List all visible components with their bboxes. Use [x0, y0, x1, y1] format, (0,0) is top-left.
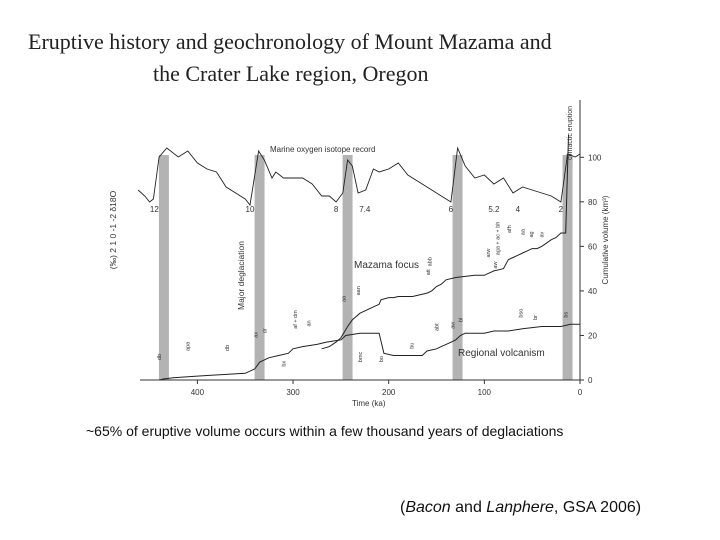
- unit-label-11: bo: [379, 356, 385, 363]
- unit-label-25: aa: [520, 229, 527, 236]
- unit-label-13: abt: [434, 323, 441, 331]
- isotope-record-label: Marine oxygen isotope record: [270, 145, 376, 154]
- climactic-eruption-label: climactic eruption: [567, 105, 574, 160]
- unit-label-26: ag: [529, 231, 536, 238]
- title-line-1: Eruptive history and geochronology of Mount Mazama and: [28, 29, 552, 54]
- unit-label-8: aa: [341, 295, 348, 302]
- slide-title: [28, 26, 588, 90]
- deglaciation-band-3: [450, 155, 463, 380]
- unit-label-22: aw: [492, 261, 499, 269]
- isotope-stage-label-3: 7.4: [359, 205, 371, 214]
- right-tick-label-1: 20: [588, 331, 597, 341]
- unit-label-24: afh: [507, 225, 514, 233]
- right-tick-label-2: 40: [588, 286, 597, 296]
- citation-rest: , GSA 2006): [553, 499, 642, 516]
- unit-label-19: att: [425, 269, 432, 276]
- series-line-1: [322, 135, 569, 349]
- unit-label-5: bx: [281, 360, 288, 367]
- isotope-stage-label-5: 5.2: [488, 205, 500, 214]
- eruptive-unit-labels: [157, 222, 570, 367]
- deglaciation-band-0: [159, 155, 169, 380]
- x-tick-label-4: 0: [577, 388, 583, 397]
- deglaciation-band-1: [255, 155, 265, 380]
- unit-label-16: bso: [518, 308, 525, 318]
- deglaciation-band-2: [343, 155, 353, 380]
- isotope-stage-label-4: 6: [448, 205, 454, 214]
- right-ticks: [580, 153, 602, 385]
- citation: [400, 499, 641, 517]
- deglaciation-label: Major deglaciation: [236, 241, 246, 310]
- isotope-stage-label-1: 10: [245, 205, 255, 214]
- eruptive-history-chart: [100, 100, 620, 420]
- isotope-stage-label-2: 8: [333, 205, 339, 214]
- chart-axes: [140, 100, 580, 380]
- right-tick-label-4: 80: [588, 197, 597, 207]
- x-tick-label-3: 100: [477, 388, 492, 397]
- unit-label-23: aga + ac + bh: [495, 221, 502, 256]
- right-tick-label-3: 60: [588, 242, 597, 252]
- left-axis-label: (‰) 2 1 0 -1 -2 δ18O: [108, 190, 118, 270]
- unit-label-17: br: [533, 315, 539, 320]
- unit-label-21: arw: [486, 248, 493, 258]
- regional-volcanism-label: Regional volcanism: [458, 348, 545, 359]
- right-tick-label-0: 0: [588, 376, 593, 385]
- citation-open: (: [400, 499, 406, 516]
- isotope-stage-labels: [150, 205, 564, 214]
- isotope-stage-label-7: 2: [558, 205, 564, 214]
- unit-label-2: db: [225, 344, 231, 351]
- x-tick-label-2: 200: [382, 388, 396, 397]
- unit-label-15: bl: [458, 317, 465, 323]
- unit-label-0: db: [157, 353, 163, 360]
- unit-label-20: abb: [427, 257, 434, 267]
- unit-label-1: apa: [185, 341, 192, 351]
- unit-label-14: aw: [450, 321, 457, 329]
- unit-label-18: bs: [563, 311, 570, 318]
- unit-label-27: av: [539, 231, 546, 238]
- citation-and: and: [450, 499, 487, 516]
- series-line-0: [138, 148, 580, 205]
- unit-label-3: ax: [253, 331, 260, 338]
- isotope-stage-label-0: 12: [149, 205, 159, 214]
- unit-label-12: bu: [409, 342, 416, 349]
- figure-caption: ~65% of eruptive volume occurs within a few thousand years of deglaciations: [86, 423, 564, 439]
- x-tick-label-1: 300: [286, 388, 300, 397]
- citation-author-2: Lanphere: [486, 499, 554, 516]
- x-ticks: [191, 380, 583, 397]
- isotope-stage-label-6: 4: [515, 205, 521, 214]
- title-line-2: the Crater Lake region, Oregon: [153, 61, 429, 86]
- unit-label-6: af + dm: [292, 310, 299, 329]
- deglaciation-band-4: [563, 155, 573, 380]
- x-tick-label-0: 400: [190, 388, 205, 397]
- x-axis-label: Time (ka): [352, 399, 386, 408]
- citation-author-1: Bacon: [405, 499, 451, 516]
- mazama-focus-label: Mazama focus: [354, 260, 420, 271]
- right-axis-label: Cumulative volume (km³): [601, 195, 610, 285]
- unit-label-7: an: [306, 320, 313, 327]
- data-series: [138, 135, 580, 380]
- unit-label-10: bmc: [357, 351, 364, 363]
- unit-label-4: dr: [262, 328, 269, 334]
- unit-label-9: aan: [356, 286, 362, 296]
- right-tick-label-5: 100: [588, 153, 602, 163]
